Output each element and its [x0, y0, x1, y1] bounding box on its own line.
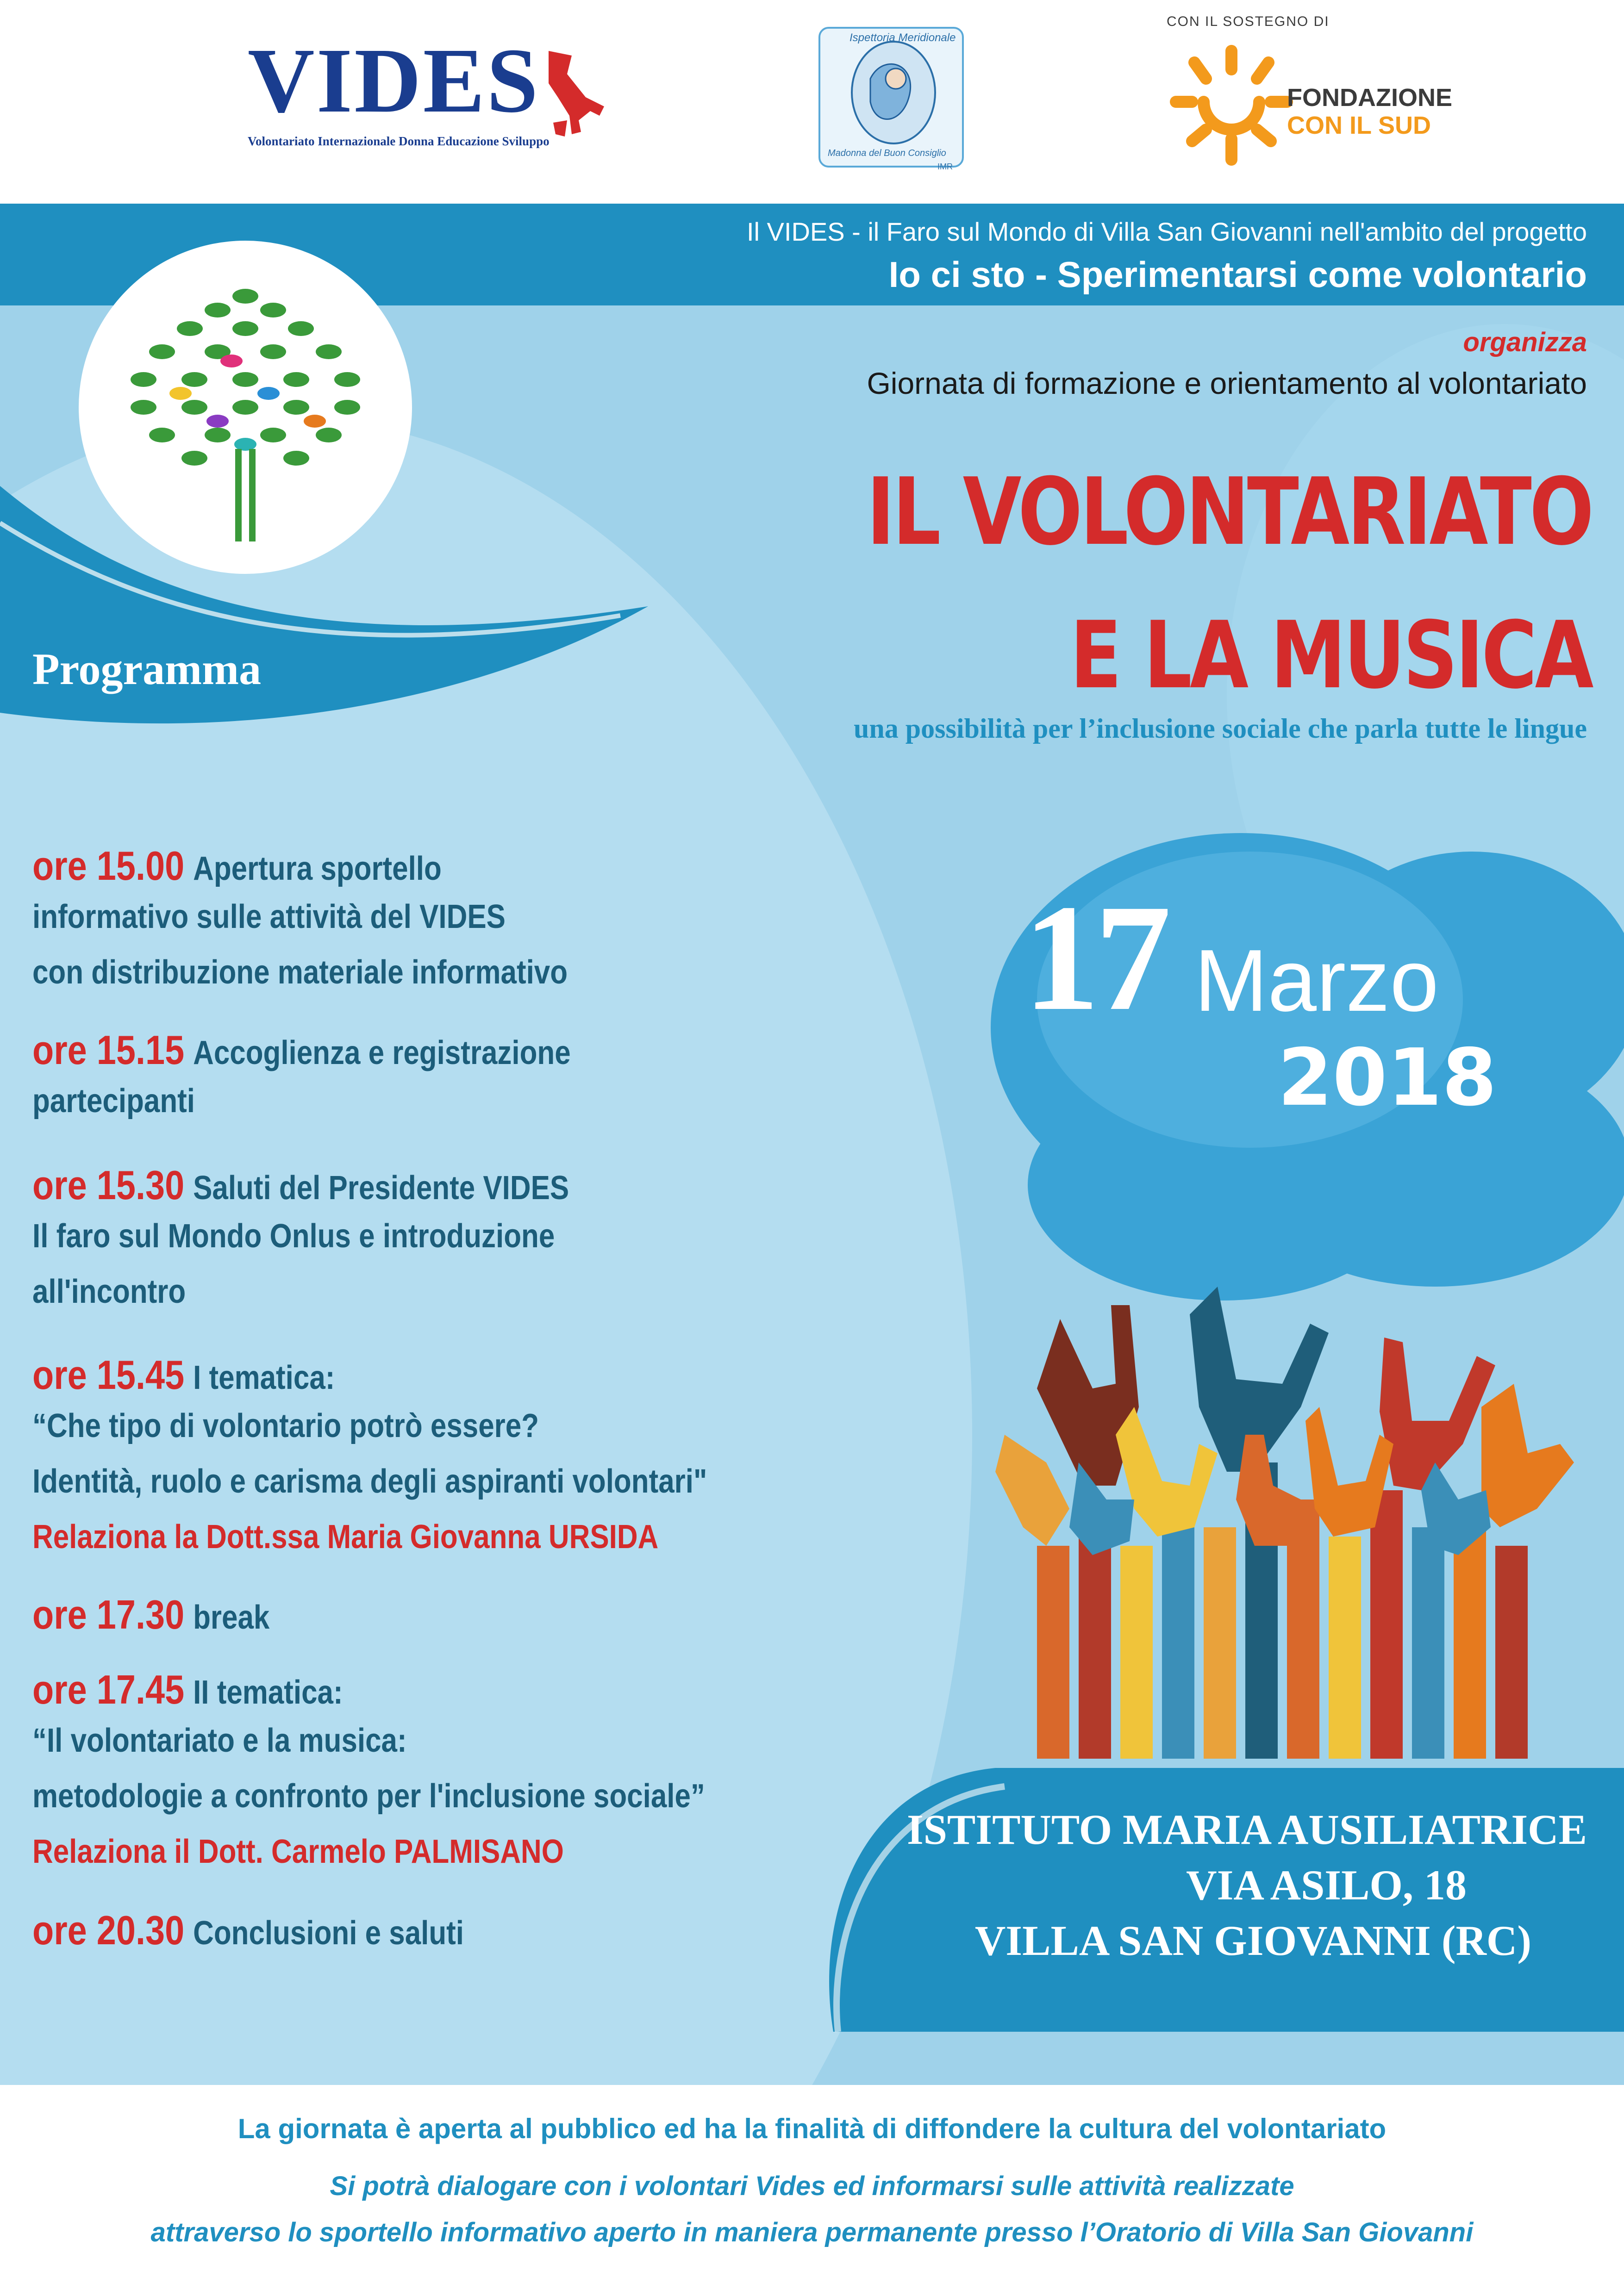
- program-detail: partecipanti: [32, 1083, 195, 1120]
- tree-logo: [79, 241, 412, 574]
- program-time: ore 15.30: [32, 1162, 185, 1208]
- venue-city: VILLA SAN GIOVANNI (RC): [974, 1917, 1531, 1964]
- program-time: ore 17.30: [32, 1592, 185, 1637]
- program-speaker: Relaziona il Dott. Carmelo PALMISANO: [32, 1833, 564, 1870]
- ispettoria-code: IMR: [937, 162, 953, 171]
- main-title-line2: E LA MUSICA: [1070, 602, 1592, 709]
- program-text: Apertura sportello: [193, 850, 442, 887]
- program-item: [32, 1907, 464, 1954]
- program-item: [32, 1666, 343, 1713]
- fondazione-support: CON IL SOSTEGNO DI: [1167, 14, 1330, 29]
- ispettoria-line2: Madonna del Buon Consiglio: [828, 148, 946, 158]
- intro-event-type: Giornata di formazione e orientamento al volontariato: [867, 366, 1587, 400]
- main-title-line1: IL VOLONTARIATO: [866, 458, 1592, 566]
- hand-palms: [995, 1287, 1574, 1555]
- ispettoria-logo: [815, 23, 968, 171]
- program-text: I tematica:: [193, 1359, 335, 1396]
- program-text: Accoglienza e registrazione: [193, 1034, 571, 1071]
- footer-line1: La giornata è aperta al pubblico ed ha la finalità di diffondere la cultura del volontariato: [237, 2113, 1387, 2144]
- date-year: 2018: [1278, 1032, 1497, 1124]
- program-text: II tematica:: [193, 1674, 343, 1711]
- date-day: 17: [1023, 873, 1167, 1042]
- music-tree-icon: [79, 241, 412, 574]
- ispettoria-line1: Ispettoria Meridionale: [849, 31, 956, 44]
- intro-project-title: Io ci sto - Sperimentarsi come volontario: [888, 254, 1587, 295]
- intro-organizza: organizza: [1463, 327, 1587, 357]
- programma-heading: Programma: [32, 644, 262, 694]
- venue-address: VIA ASILO, 18: [1186, 1861, 1467, 1909]
- program-time: ore 15.15: [32, 1027, 185, 1073]
- raised-hands-illustration: [995, 1268, 1579, 1759]
- program-detail: Il faro sul Mondo Onlus e introduzione: [32, 1218, 555, 1255]
- program-speaker: Relaziona la Dott.ssa Maria Giovanna URSIDA: [32, 1518, 659, 1556]
- program-text: Saluti del Presidente VIDES: [193, 1170, 569, 1207]
- main-subtitle: una possibilità per l’inclusione sociale che parla tutte le lingue: [854, 713, 1587, 744]
- footer-line2: Si potrà dialogare con i volontari Vides ed informarsi sulle attività realizzate: [330, 2171, 1294, 2201]
- program-detail: con distribuzione materiale informativo: [32, 954, 568, 991]
- program-item: [32, 1162, 569, 1209]
- italy-map-icon: [535, 46, 613, 139]
- venue-name: ISTITUTO MARIA AUSILIATRICE: [906, 1806, 1587, 1853]
- vides-logo-title: VIDES: [248, 30, 540, 132]
- program-detail: “Il volontariato e la musica:: [32, 1722, 407, 1759]
- program-time: ore 15.00: [32, 843, 185, 889]
- sun-icon: [1167, 42, 1296, 171]
- program-item: [32, 1027, 571, 1074]
- program-time: ore 20.30: [32, 1907, 185, 1953]
- footer-line3: attraverso lo sportello informativo aperto in maniera permanente presso l’Oratorio di Villa San Giovanni: [150, 2217, 1474, 2247]
- program-text: break: [193, 1599, 270, 1636]
- program-time: ore 17.45: [32, 1667, 185, 1712]
- fondazione-logo: [1167, 14, 1500, 171]
- intro-line1: Il VIDES - il Faro sul Mondo di Villa San Giovanni nell'ambito del progetto: [746, 217, 1587, 246]
- vides-logo-subtitle: Volontariato Internazionale Donna Educazione Sviluppo: [248, 134, 550, 148]
- program-detail: all'incontro: [32, 1273, 186, 1310]
- fondazione-name1: FONDAZIONE: [1287, 84, 1452, 112]
- program-detail: Identità, ruolo e carisma degli aspiranti volontari": [32, 1463, 707, 1500]
- program-detail: “Che tipo di volontario potrò essere?: [32, 1407, 539, 1444]
- program-list: [0, 842, 810, 1999]
- program-item: [32, 1351, 335, 1399]
- date-month: Marzo: [1194, 932, 1439, 1030]
- program-detail: informativo sulle attività del VIDES: [32, 898, 506, 935]
- program-time: ore 15.45: [32, 1352, 185, 1398]
- program-detail: metodologie a confronto per l'inclusione sociale”: [32, 1778, 705, 1815]
- fondazione-name2: CON IL SUD: [1287, 112, 1431, 139]
- program-item: [32, 1591, 269, 1638]
- program-text: Conclusioni e saluti: [193, 1915, 464, 1952]
- venue-block: [833, 1805, 1624, 2009]
- vides-logo: [248, 28, 627, 167]
- program-item: [32, 842, 442, 890]
